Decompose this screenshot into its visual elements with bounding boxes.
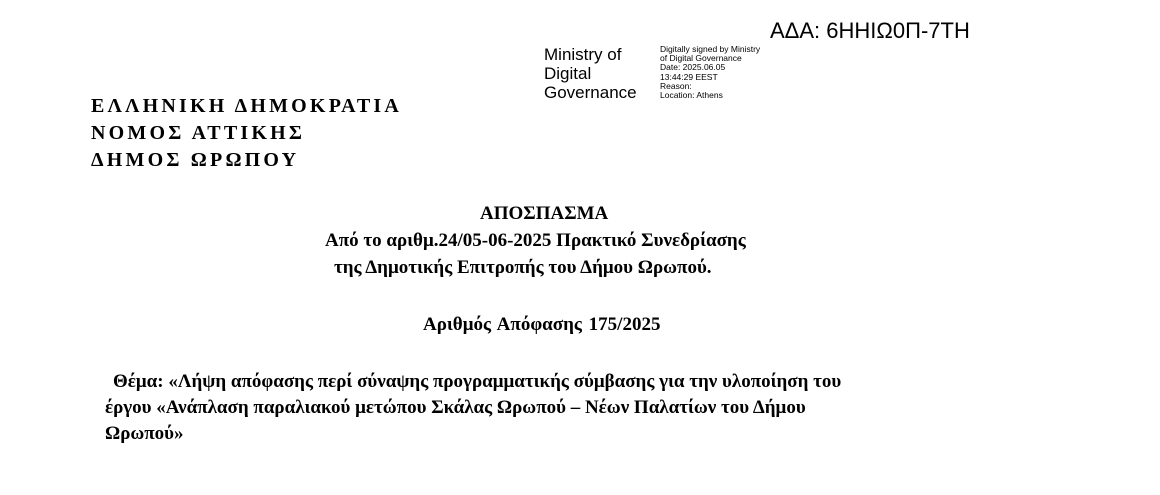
subject-line: Θέμα: «Λήψη απόφασης περί σύναψης προγραμματικής σύμβασης για την υλοποίηση του bbox=[113, 371, 842, 392]
header-line-republic: ΕΛΛΗΝΙΚΗ ΔΗΜΟΚΡΑΤΙΑ bbox=[91, 95, 403, 117]
subject-line: έργου «Ανάπλαση παραλιακού μετώπου Σκάλας Ωρωπού – Νέων Παλατίων του Δήμου bbox=[105, 397, 806, 418]
title-block bbox=[0, 200, 1160, 281]
signature-detail-line: 13:44:29 EEST bbox=[660, 71, 718, 82]
signature-detail-line: Digitally signed by Ministry bbox=[660, 44, 761, 54]
signature-details bbox=[660, 45, 760, 100]
signature-org-line: Digital bbox=[544, 64, 592, 83]
subject-block bbox=[105, 369, 841, 447]
header-line-municipality: ΔΗΜΟΣ ΩΡΩΠΟΥ bbox=[91, 149, 300, 171]
signature-detail-line: Reason: bbox=[660, 80, 692, 91]
minutes-reference: Από το αριθμ.24/05-06-2025 Πρακτικό Συνεδρίασης bbox=[325, 230, 746, 251]
document-header bbox=[91, 93, 402, 174]
signature-org-line: Ministry of bbox=[544, 45, 622, 64]
signature-detail-line: of Digital Governance bbox=[660, 53, 742, 64]
header-line-prefecture: ΝΟΜΟΣ ΑΤΤΙΚΗΣ bbox=[91, 122, 306, 144]
decision-number: Αριθμός Απόφασης 175/2025 bbox=[423, 314, 661, 335]
signature-org-line: Governance bbox=[544, 83, 637, 102]
signature-detail-line: Location: Athens bbox=[660, 90, 723, 101]
ada-code: ΑΔΑ: 6ΗΗΙΩ0Π-7ΤΗ bbox=[770, 18, 970, 43]
document-heading: ΑΠΟΣΠΑΣΜΑ bbox=[480, 203, 609, 224]
signature-detail-line: Date: 2025.06.05 bbox=[660, 62, 726, 73]
committee-reference: της Δημοτικής Επιτροπής του Δήμου Ωρωπού. bbox=[334, 257, 712, 278]
subject-line: Ωρωπού» bbox=[105, 423, 184, 444]
signature-organization bbox=[544, 45, 637, 102]
